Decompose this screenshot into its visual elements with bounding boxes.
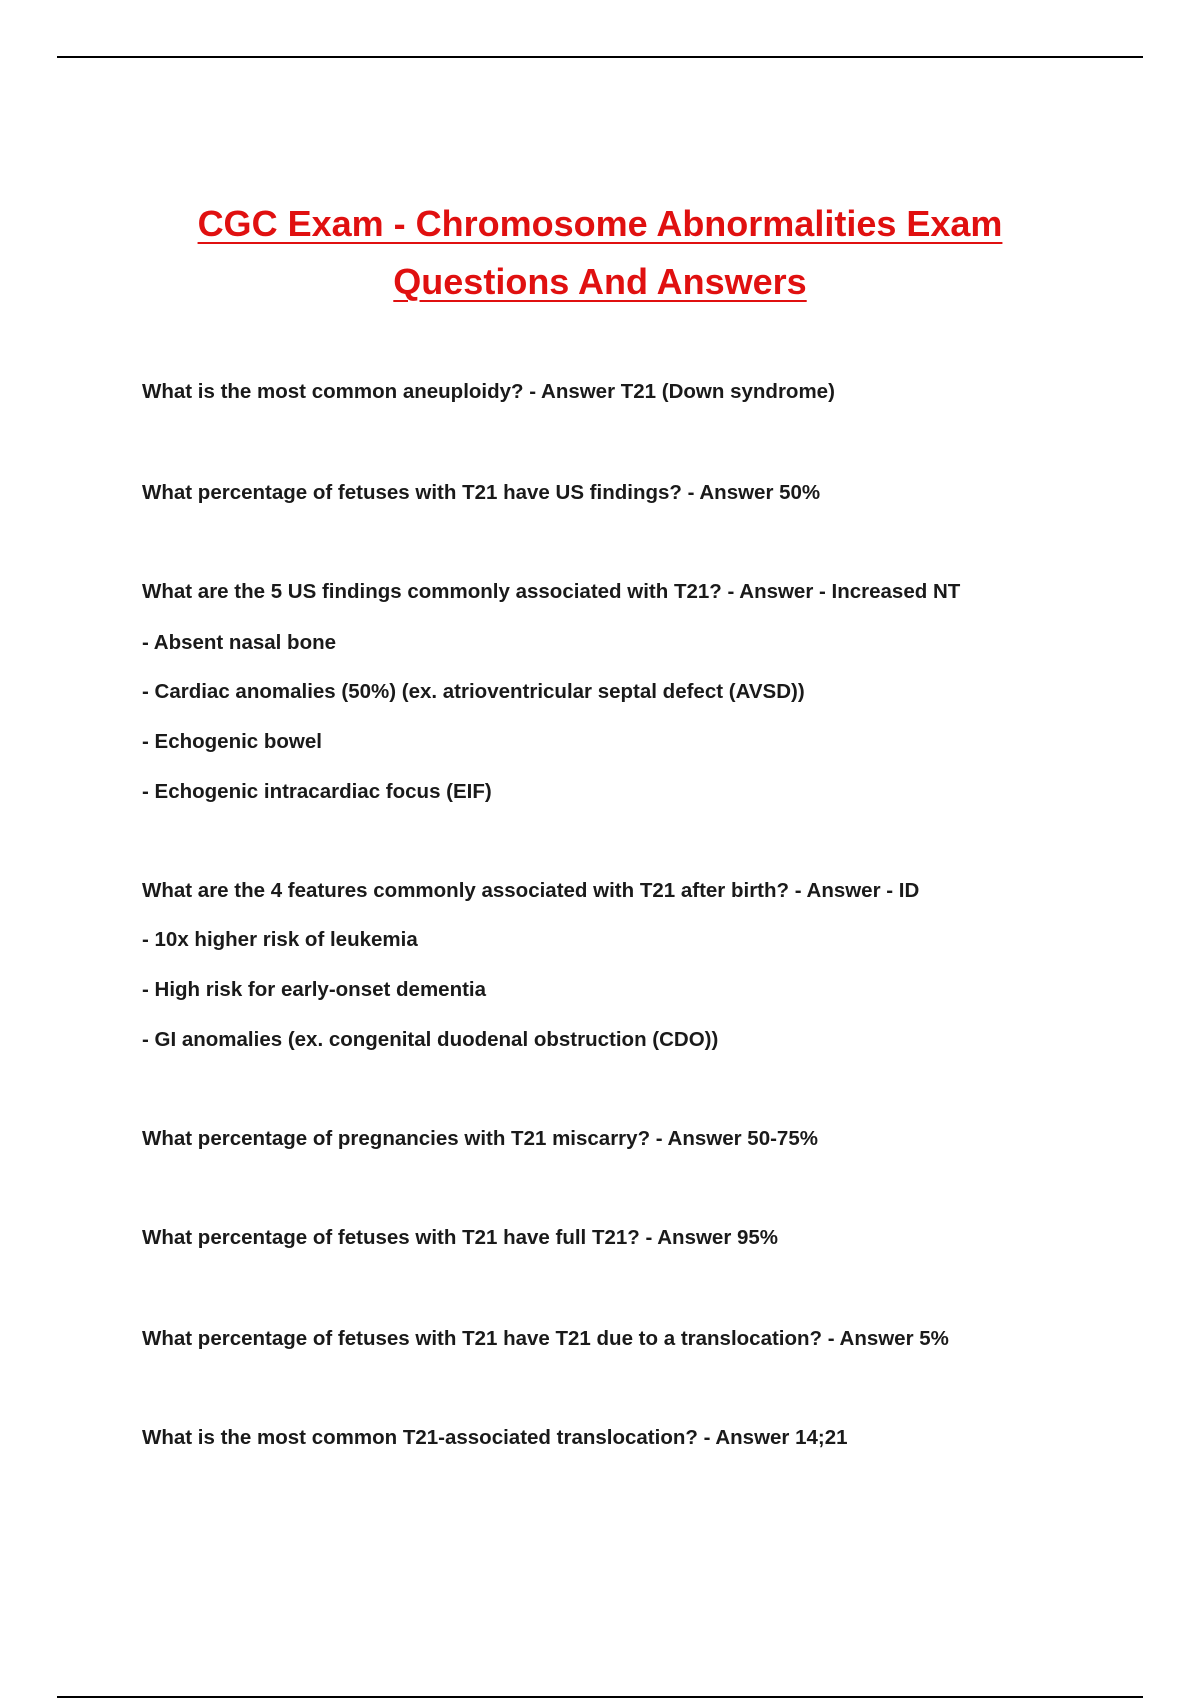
question-5: What percentage of pregnancies with T21 miscarry? - Answer 50-75% [142,1127,818,1150]
answer-line: - Cardiac anomalies (50%) (ex. atrioventricular septal defect (AVSD)) [142,680,805,703]
question-8: What is the most common T21-associated translocation? - Answer 14;21 [142,1426,848,1449]
title-line-2: Questions And Answers [393,261,807,302]
answer-line: - GI anomalies (ex. congenital duodenal obstruction (CDO)) [142,1028,719,1051]
question-2: What percentage of fetuses with T21 have US findings? - Answer 50% [142,481,821,504]
answer-line: - 10x higher risk of leukemia [142,928,418,951]
title-line-1: CGC Exam - Chromosome Abnormalities Exam [197,203,1003,244]
answer-line: - High risk for early-onset dementia [142,978,487,1001]
question-6: What percentage of fetuses with T21 have full T21? - Answer 95% [142,1226,779,1249]
answer-line: - Absent nasal bone [142,631,337,654]
question-3: What are the 5 US findings commonly associated with T21? - Answer - Increased NT [142,580,961,603]
document-title [0,195,1200,311]
top-rule [57,56,1143,58]
bottom-rule [57,1696,1143,1698]
question-1: What is the most common aneuploidy? - Answer T21 (Down syndrome) [142,380,835,403]
answer-line: - Echogenic intracardiac focus (EIF) [142,780,492,803]
answer-line: - Echogenic bowel [142,730,322,753]
question-4: What are the 4 features commonly associated with T21 after birth? - Answer - ID [142,879,920,902]
question-7: What percentage of fetuses with T21 have T21 due to a translocation? - Answer 5% [142,1327,949,1350]
